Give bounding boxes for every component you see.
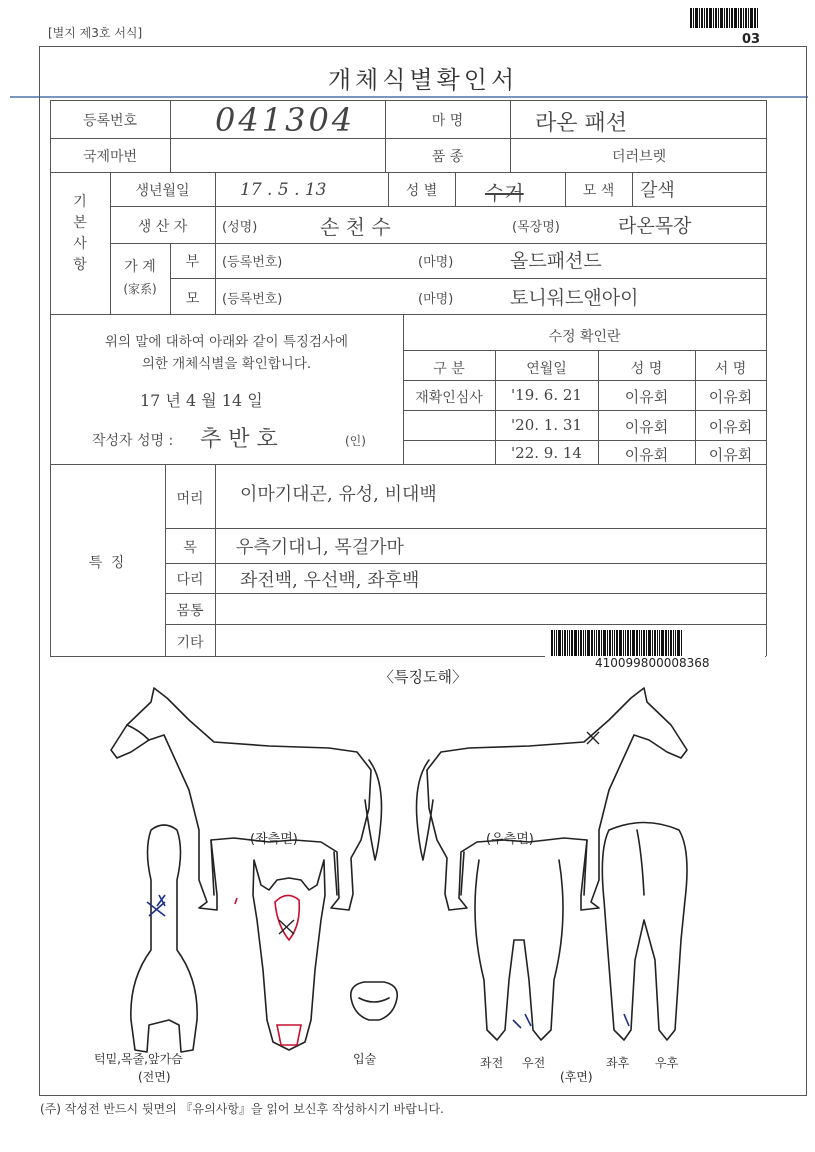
rule: [215, 464, 216, 656]
rule: [403, 440, 766, 441]
rule: [403, 350, 766, 351]
document-title: 개체식별확인서: [327, 66, 519, 94]
dam-name-label: (마명): [418, 292, 454, 307]
author-name: 추 반 호: [200, 427, 278, 452]
sire-reg-label: (등록번호): [222, 255, 283, 270]
dam-label: 모: [185, 291, 200, 307]
rule: [110, 206, 766, 207]
farm-value: 라온목장: [618, 215, 692, 237]
rule: [50, 100, 51, 656]
page-number: 03: [742, 32, 761, 47]
owner-name-value: 손 천 수: [320, 215, 391, 239]
revision-row2-date: '20. 1. 31: [511, 416, 582, 434]
rule: [165, 528, 766, 529]
form-reference: [별지 제3호 서식]: [48, 26, 143, 40]
legs-value: 좌전백, 우선백, 좌후백: [240, 570, 420, 591]
right-hind-leg-label: 우후: [655, 1056, 679, 1070]
dam-reg-label: (등록번호): [222, 292, 283, 307]
head-front-view: [253, 860, 325, 1050]
sire-name-label: (마명): [418, 255, 454, 270]
pedigree-label: 가 계: [124, 259, 156, 275]
reg-no-value: 041304: [215, 101, 356, 139]
revision-row3-sign: 이유회: [708, 446, 753, 464]
head-label: 머리: [176, 491, 204, 507]
horse-diagram: [39, 680, 807, 1090]
basic-section-label: 기 본 사 항: [73, 194, 87, 273]
footer-note: (주) 작성전 반드시 뒷면의 『유의사항』을 읽어 보신후 작성하시기 바랍니다.: [40, 1102, 444, 1116]
neck-value: 우측기대니, 목걸가마: [236, 537, 404, 558]
breeder-label: 생 산 자: [137, 219, 188, 235]
reg-no-label: 등록번호: [82, 113, 138, 129]
coat-value: 갈색: [640, 180, 675, 201]
sex-label: 성 별: [405, 183, 438, 199]
diagram-title: 〈특징도해〉: [379, 668, 467, 686]
legs-label: 다리: [176, 572, 204, 588]
right-side-label: (우측면): [486, 832, 534, 847]
breed-label: 품 종: [431, 149, 464, 165]
revision-row3-date: '22. 9. 14: [511, 444, 582, 462]
rule: [50, 100, 766, 101]
front-caption: 턱밑,목줄,앞가슴: [94, 1052, 183, 1066]
revision-row2-name: 이유회: [624, 418, 669, 436]
top-barcode: [690, 8, 759, 28]
rule: [766, 100, 767, 656]
statement-line2: 의한 개체식별을 확인합니다.: [141, 356, 312, 372]
front-legs-view: [475, 860, 563, 1040]
owner-name-label: (성명): [222, 220, 258, 235]
rule: [50, 314, 766, 315]
horse-name-value: 라온 패션: [535, 111, 628, 136]
head-value: 이마기대곤, 유성, 비대백: [240, 484, 437, 505]
pedigree-hanja: (家系): [123, 282, 157, 296]
rule: [110, 243, 766, 244]
sire-label: 부: [185, 254, 200, 270]
rule: [510, 100, 511, 172]
marks-x: [279, 732, 599, 934]
revision-header-sign: 서 명: [714, 361, 747, 377]
rule: [170, 278, 766, 279]
blue-markings: [147, 895, 629, 1028]
birth-value: 17 . 5 . 13: [240, 180, 327, 200]
rule: [403, 380, 766, 381]
rule: [215, 172, 216, 314]
author-label: 작성자 성명 :: [92, 433, 174, 449]
right-front-leg-label: 우전: [522, 1056, 546, 1070]
revision-row1-type: 재확인심사: [415, 390, 483, 406]
revision-row3-name: 이유회: [624, 446, 669, 464]
rear-view: [602, 823, 687, 1041]
revision-row1-sign: 이유회: [708, 388, 753, 406]
rule: [632, 172, 633, 206]
neck-label: 목: [183, 540, 197, 556]
lips-view: [351, 982, 397, 1020]
sire-name-value: 올드패션드: [510, 250, 602, 272]
farm-label: (목장명): [512, 220, 560, 235]
front-view: [131, 825, 197, 1052]
intl-no-label: 국제마번: [82, 149, 138, 165]
confirm-date: 17 년 4 월 14 일: [140, 391, 263, 410]
coat-label: 모 색: [582, 183, 615, 199]
barcode-number: 410099800008368: [595, 656, 710, 670]
left-side-label: (좌측면): [250, 832, 298, 847]
rule: [165, 593, 766, 594]
revision-row1-name: 이유회: [624, 388, 669, 406]
rule: [165, 624, 766, 625]
rule: [50, 172, 766, 173]
rule: [50, 138, 766, 139]
right-side-horse: [417, 688, 688, 910]
left-front-leg-label: 좌전: [480, 1056, 504, 1070]
revision-header-date: 연월일: [526, 361, 567, 377]
breed-value: 더러브렛: [612, 149, 667, 165]
left-hind-leg-label: 좌후: [606, 1056, 630, 1070]
rule: [403, 410, 766, 411]
statement-line1: 위의 말에 대하여 아래와 같이 특징검사에: [104, 334, 349, 350]
body-label: 몸통: [176, 603, 204, 619]
revision-header-type: 구 분: [433, 361, 465, 377]
left-side-horse: [111, 688, 382, 910]
dam-name-value: 토니워드앤아이: [510, 287, 639, 309]
sex-value: 수거: [485, 181, 524, 205]
horse-name-label: 마 명: [431, 113, 464, 129]
rear-label: (후면): [560, 1070, 593, 1084]
birth-label: 생년월일: [135, 183, 190, 199]
rule: [165, 563, 766, 564]
revision-row1-date: '19. 6. 21: [511, 386, 582, 404]
revision-row2-sign: 이유회: [708, 418, 753, 436]
rule: [170, 100, 171, 172]
revision-header-name: 성 명: [630, 361, 663, 377]
rule: [455, 172, 456, 206]
front-label: (전면): [138, 1070, 171, 1084]
lips-label: 입술: [353, 1052, 377, 1066]
revision-title: 수정 확인란: [548, 329, 621, 345]
etc-label: 기타: [176, 635, 204, 651]
author-seal: (인): [345, 434, 366, 448]
features-section-label: 특 징: [88, 555, 127, 571]
